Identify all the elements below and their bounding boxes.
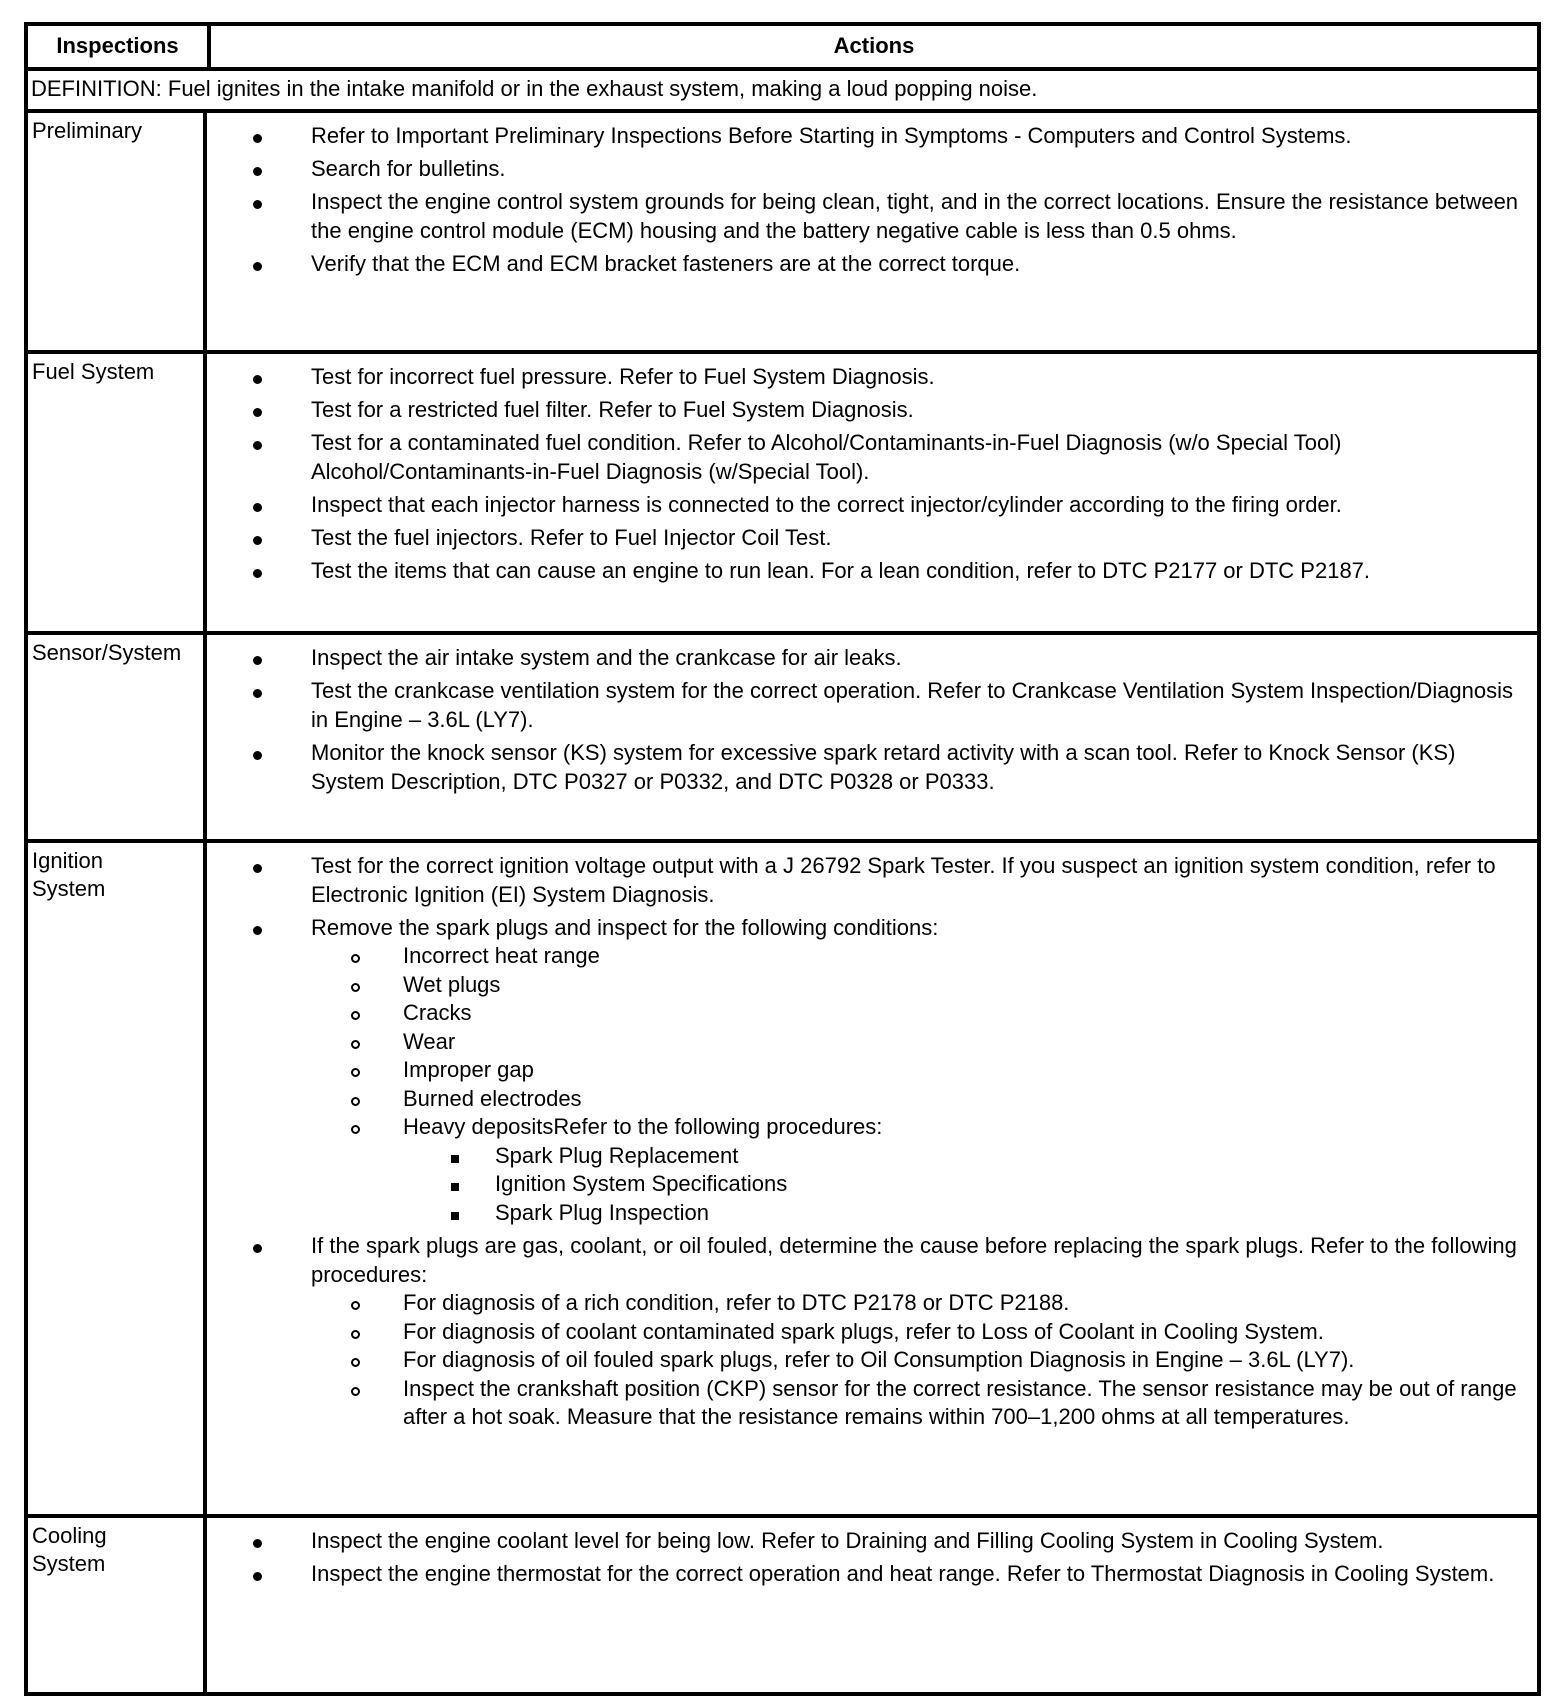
bullet-icon: [253, 154, 262, 183]
item-text: Incorrect heat range: [403, 943, 600, 968]
bullet-icon: [253, 375, 262, 384]
circle-bullet-icon: [351, 1011, 360, 1020]
bullet-icon: [253, 503, 262, 512]
item-text: Cracks: [403, 1000, 472, 1025]
item-text: For diagnosis of oil fouled spark plugs, refer to Oil Consumption Diagnosis in Engine – 3.6L (LY7).: [403, 1347, 1355, 1372]
bullet-list: [207, 851, 1521, 1432]
definition-row: DEFINITION: Fuel ignites in the intake manifold or in the exhaust system, making a loud popping noise.: [28, 71, 1537, 113]
item-text: Inspect the air intake system and the crankcase for air leaks.: [311, 645, 902, 670]
list-item: [207, 121, 1521, 150]
bullet-icon: [253, 1572, 262, 1581]
circle-bullet-icon: [351, 1040, 360, 1049]
square-bullet-icon: [451, 1183, 459, 1191]
table-row: [28, 1518, 1537, 1692]
item-text: Test for a contaminated fuel condition. Refer to Alcohol/Contaminants-in-Fuel Diagnosis (w/o Special Tool) Alcohol/Contaminants-in-Fuel Diagnosis (w/Special Tool).: [311, 430, 1342, 484]
item-text: Wear: [403, 1028, 456, 1054]
item-text: Test for the correct ignition voltage output with a J 26792 Spark Tester. If you suspect an ignition system condition, refer to Electronic Ignition (EI) System Diagnosis.: [311, 853, 1496, 907]
table-header: [28, 26, 1537, 71]
list-item: [311, 1113, 1521, 1227]
bullet-icon: [253, 249, 262, 278]
item-text: For diagnosis of coolant contaminated spark plugs, refer to Loss of Coolant in Cooling System.: [403, 1318, 1324, 1344]
bullet-icon: [253, 656, 262, 665]
circle-bullet-icon: [351, 999, 360, 1028]
list-item: [311, 1085, 1521, 1114]
circle-bullet-icon: [351, 1028, 360, 1057]
bullet-icon: [253, 362, 262, 391]
circle-bullet-icon: [351, 1097, 360, 1106]
list-item: [311, 999, 1521, 1028]
list-item: [207, 249, 1521, 278]
bullet-list: [403, 1142, 1521, 1228]
bullet-icon: [253, 676, 262, 705]
bullet-icon: [253, 926, 262, 935]
list-item: [207, 362, 1521, 391]
list-item: [207, 187, 1521, 245]
item-text: Search for bulletins.: [311, 156, 506, 181]
item-text: Inspect that each injector harness is connected to the correct injector/cylinder according to the firing order.: [311, 492, 1342, 517]
item-text: Remove the spark plugs and inspect for the following conditions:: [311, 915, 939, 940]
item-text: Heavy depositsRefer to the following procedures:: [403, 1114, 883, 1139]
bullet-icon: [253, 689, 262, 698]
list-item: [207, 556, 1521, 585]
table-row: [28, 113, 1537, 354]
list-item: [207, 395, 1521, 424]
actions-cell: [207, 354, 1537, 631]
list-item: [311, 971, 1521, 1000]
list-item: [207, 851, 1521, 909]
item-text: Inspect the engine control system grounds for being clean, tight, and in the correct locations. Ensure the resistance between the engine control module (ECM) housing and the battery negative cable is less than 0.5 ohms.: [311, 189, 1519, 243]
circle-bullet-icon: [351, 1375, 360, 1404]
circle-bullet-icon: [351, 1318, 360, 1347]
list-item: [403, 1170, 1521, 1199]
item-text: Verify that the ECM and ECM bracket fasteners are at the correct torque.: [311, 251, 1021, 276]
header-actions: Actions: [833, 33, 915, 58]
list-item: [207, 1559, 1521, 1588]
circle-bullet-icon: [351, 1068, 360, 1077]
square-bullet-icon: [451, 1155, 459, 1163]
square-bullet-icon: [451, 1142, 459, 1171]
bullet-icon: [253, 490, 262, 519]
list-item: [311, 1375, 1521, 1432]
actions-cell: [207, 843, 1537, 1514]
inspections-table: [24, 22, 1541, 1696]
bullet-icon: [253, 428, 262, 457]
actions-cell: [207, 635, 1537, 839]
item-text: If the spark plugs are gas, coolant, or oil fouled, determine the cause before replacing the spark plugs. Refer to the following procedures:: [311, 1233, 1517, 1287]
inspection-label: Preliminary: [28, 113, 207, 350]
item-text: Test for a restricted fuel filter. Refer to Fuel System Diagnosis.: [311, 397, 914, 422]
square-bullet-icon: [451, 1199, 459, 1228]
square-bullet-icon: [451, 1170, 459, 1199]
item-text: Ignition System Specifications: [495, 1171, 788, 1196]
table-row: [28, 354, 1537, 635]
list-item: [207, 643, 1521, 672]
item-text: Monitor the knock sensor (KS) system for excessive spark retard activity with a scan tool. Refer to Knock Sensor (KS) System Description, DTC P0327 or P0332, and DTC P0328 or P0333.: [311, 740, 1456, 794]
bullet-icon: [253, 523, 262, 552]
bullet-icon: [253, 864, 262, 873]
bullet-icon: [253, 167, 262, 176]
circle-bullet-icon: [351, 1346, 360, 1375]
list-item: [311, 1289, 1521, 1318]
list-item: [207, 1526, 1521, 1555]
item-text: For diagnosis of a rich condition, refer to DTC P2178 or DTC P2188.: [403, 1290, 1070, 1315]
circle-bullet-icon: [351, 1085, 360, 1114]
table-row: [28, 635, 1537, 843]
bullet-icon: [253, 121, 262, 150]
bullet-icon: [253, 643, 262, 672]
list-item: [207, 523, 1521, 552]
item-text: Burned electrodes: [403, 1085, 582, 1111]
circle-bullet-icon: [351, 1289, 360, 1318]
bullet-icon: [253, 408, 262, 417]
list-item: [311, 942, 1521, 971]
bullet-list: [207, 362, 1521, 585]
list-item: [207, 428, 1521, 486]
bullet-icon: [253, 569, 262, 578]
bullet-icon: [253, 851, 262, 880]
list-item: [403, 1142, 1521, 1171]
circle-bullet-icon: [351, 942, 360, 971]
bullet-icon: [253, 1231, 262, 1260]
item-text: Test the crankcase ventilation system for the correct operation. Refer to Crankcase Ventilation System Inspection/Diagnosis in Engine – 3.6L (LY7).: [311, 678, 1514, 732]
bullet-icon: [253, 187, 262, 216]
list-item: [207, 154, 1521, 183]
bullet-icon: [253, 441, 262, 450]
list-item: [207, 490, 1521, 519]
item-text: Test the items that can cause an engine to run lean. For a lean condition, refer to DTC P2177 or DTC P2187.: [311, 558, 1371, 583]
bullet-icon: [253, 1526, 262, 1555]
item-text: Refer to Important Preliminary Inspections Before Starting in Symptoms - Computers and Control Systems.: [311, 123, 1352, 148]
list-item: [207, 1231, 1521, 1432]
actions-cell: [207, 113, 1537, 350]
item-text: Improper gap: [403, 1057, 534, 1082]
inspection-label: Fuel System: [28, 354, 207, 631]
circle-bullet-icon: [351, 1113, 360, 1142]
inspection-label: Ignition System: [28, 843, 207, 1514]
item-text: Spark Plug Inspection: [495, 1199, 710, 1225]
bullet-icon: [253, 556, 262, 585]
circle-bullet-icon: [351, 1301, 360, 1310]
bullet-list: [311, 1289, 1521, 1432]
bullet-icon: [253, 134, 262, 143]
circle-bullet-icon: [351, 1125, 360, 1134]
circle-bullet-icon: [351, 983, 360, 992]
bullet-icon: [253, 395, 262, 424]
list-item: [207, 738, 1521, 796]
bullet-icon: [253, 738, 262, 767]
circle-bullet-icon: [351, 1358, 360, 1367]
item-text: Inspect the engine coolant level for being low. Refer to Draining and Filling Cooling System in Cooling System.: [311, 1528, 1384, 1553]
bullet-list: [311, 942, 1521, 1227]
list-item: [207, 913, 1521, 1227]
item-text: Test for incorrect fuel pressure. Refer to Fuel System Diagnosis.: [311, 364, 935, 389]
square-bullet-icon: [451, 1212, 459, 1220]
table-row: [28, 843, 1537, 1518]
bullet-icon: [253, 536, 262, 545]
bullet-list: [207, 1526, 1521, 1588]
bullet-list: [207, 121, 1521, 278]
bullet-list: [207, 643, 1521, 796]
inspection-label: Sensor/System: [28, 635, 207, 839]
list-item: [207, 676, 1521, 734]
list-item: [311, 1346, 1521, 1375]
circle-bullet-icon: [351, 971, 360, 1000]
circle-bullet-icon: [351, 1056, 360, 1085]
bullet-icon: [253, 1539, 262, 1548]
list-item: [311, 1028, 1521, 1057]
bullet-icon: [253, 262, 262, 271]
list-item: [311, 1056, 1521, 1085]
item-text: Inspect the crankshaft position (CKP) sensor for the correct resistance. The sensor resistance may be out of range after a hot soak. Measure that the resistance remains within 700–1,200 ohms at all temperatures.: [403, 1375, 1517, 1429]
circle-bullet-icon: [351, 1387, 360, 1396]
bullet-icon: [253, 751, 262, 760]
item-text: Test the fuel injectors. Refer to Fuel Injector Coil Test.: [311, 525, 832, 550]
item-text: Wet plugs: [403, 971, 501, 997]
bullet-icon: [253, 1244, 262, 1253]
circle-bullet-icon: [351, 954, 360, 963]
list-item: [403, 1199, 1521, 1228]
item-text: Spark Plug Replacement: [495, 1142, 739, 1168]
item-text: Inspect the engine thermostat for the correct operation and heat range. Refer to Thermostat Diagnosis in Cooling System.: [311, 1561, 1495, 1586]
circle-bullet-icon: [351, 1330, 360, 1339]
list-item: [311, 1318, 1521, 1347]
header-inspections: Inspections: [28, 26, 211, 67]
actions-cell: [207, 1518, 1537, 1692]
bullet-icon: [253, 200, 262, 209]
bullet-icon: [253, 913, 262, 942]
bullet-icon: [253, 1559, 262, 1588]
inspection-label: Cooling System: [28, 1518, 207, 1692]
